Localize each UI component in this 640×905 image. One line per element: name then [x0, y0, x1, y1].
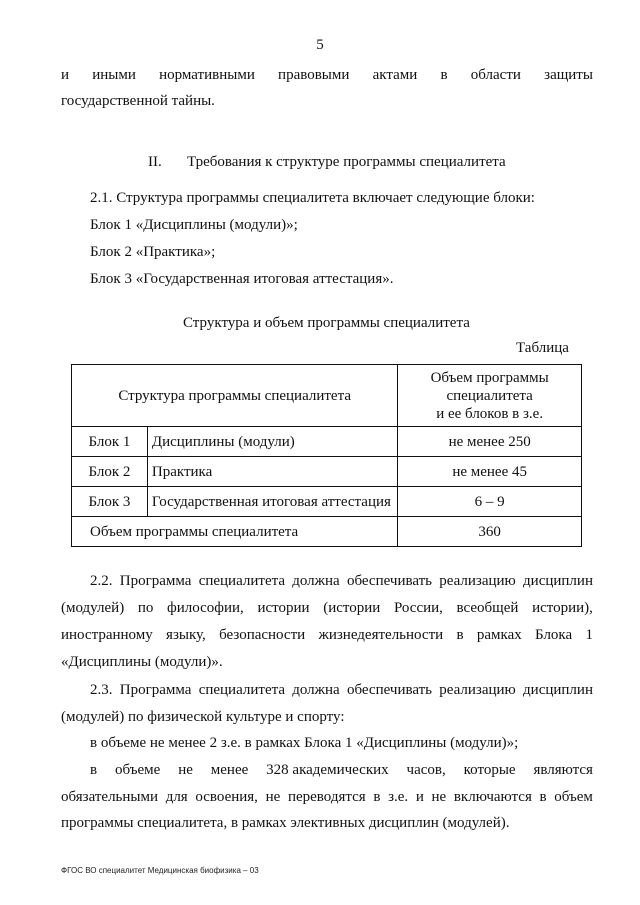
clause-2-2-line-3: [61, 626, 593, 644]
word: которые: [463, 762, 516, 778]
clause-2-3-line-1: [90, 681, 593, 699]
word: 1: [585, 627, 593, 643]
word: в: [440, 67, 448, 83]
word: защиты: [544, 67, 593, 83]
word: з.е.: [388, 789, 409, 805]
word: истории: [257, 600, 310, 616]
header-volume-line-1: Объем программы: [430, 369, 549, 386]
word: Программа: [119, 573, 192, 589]
page-footer: ФГОС ВО специалитет Медицинская биофизика – 03: [61, 866, 259, 875]
word: области: [470, 67, 521, 83]
word: иностранному: [61, 627, 153, 643]
word: нормативными: [159, 67, 255, 83]
table-row: [72, 487, 582, 517]
block-item-2: Блок 2 «Практика»;: [90, 244, 216, 260]
table-caption: Структура и объем программы специалитета: [183, 315, 470, 331]
word: не: [431, 789, 447, 805]
row-volume: 6 – 9: [398, 487, 582, 517]
word: языку,: [166, 627, 206, 643]
total-label: Объем программы специалитета: [72, 517, 398, 547]
row-block: Блок 2: [72, 457, 148, 487]
word: России,: [393, 600, 443, 616]
word: 328 академических: [266, 762, 389, 778]
word: менее: [210, 762, 249, 778]
section-title: Требования к структуре программы специалитета: [187, 154, 506, 170]
word: обеспечивать: [346, 682, 433, 698]
row-block: Блок 1: [72, 427, 148, 457]
word: актами: [372, 67, 418, 83]
word: и: [61, 67, 70, 83]
word: реализацию: [439, 682, 516, 698]
word: для: [165, 789, 188, 805]
row-name: Практика: [147, 457, 397, 487]
row-volume: не менее 45: [398, 457, 582, 487]
word: объеме: [114, 762, 161, 778]
word: специалитета: [198, 682, 285, 698]
row-name: Дисциплины (модули): [147, 427, 397, 457]
header-structure: Структура программы специалитета: [72, 365, 398, 427]
word: освоения,: [195, 789, 258, 805]
word: специалитета: [198, 573, 285, 589]
clause-2-2-line-1: [90, 572, 593, 590]
clause-2-3-line-5: [61, 788, 593, 806]
word: должна: [292, 573, 340, 589]
word: в: [539, 789, 547, 805]
word: (истории: [323, 600, 381, 616]
clause-2-3-line-2: (модулей) по физической культуре и спорту:: [61, 709, 345, 725]
header-volume-line-2: специалитета: [446, 387, 533, 404]
word: по: [137, 600, 154, 616]
row-volume: не менее 250: [398, 427, 582, 457]
word: дисциплин: [523, 682, 593, 698]
word: иными: [92, 67, 136, 83]
row-block: Блок 3: [72, 487, 148, 517]
word: 2.3.: [90, 682, 113, 698]
word: философии,: [167, 600, 244, 616]
word: не: [178, 762, 193, 778]
clause-2-1-text: 2.1. Структура программы специалитета включает следующие блоки:: [90, 190, 535, 206]
clause-2-3-line-3: в объеме не менее 2 з.е. в рамках Блока 1 «Дисциплины (модули)»;: [90, 735, 519, 751]
word: дисциплин: [523, 573, 593, 589]
word: истории),: [532, 600, 593, 616]
word: всеобщей: [456, 600, 519, 616]
table-label: Таблица: [516, 340, 569, 356]
clause-2-3-line-4: [90, 761, 593, 779]
word: не: [265, 789, 281, 805]
page-number: 5: [316, 37, 324, 53]
table-row: [72, 427, 582, 457]
header-volume-line-3: и ее блоков в з.е.: [436, 405, 544, 422]
word: реализацию: [439, 573, 516, 589]
clause-2-2-line-2: [61, 599, 593, 617]
word: и: [415, 789, 424, 805]
word: обеспечивать: [346, 573, 433, 589]
word: рамках: [476, 627, 522, 643]
word: являются: [533, 762, 593, 778]
word: 2.2.: [90, 573, 113, 589]
clause-2-2-line-4: «Дисциплины (модули)».: [61, 654, 223, 670]
clause-2-3-line-6: программы специалитета, в рамках элективных дисциплин (модулей).: [61, 815, 510, 831]
word: переводятся: [287, 789, 366, 805]
word: обязательными: [61, 789, 159, 805]
row-name: Государственная итоговая аттестация: [147, 487, 397, 517]
table-header-row: [72, 365, 582, 427]
structure-table: [71, 364, 582, 547]
word: часов,: [406, 762, 446, 778]
word: объем: [554, 789, 593, 805]
word: в: [456, 627, 464, 643]
word: Блока: [535, 627, 573, 643]
table-row: [72, 457, 582, 487]
word: жизнедеятельности: [318, 627, 444, 643]
block-item-1: Блок 1 «Дисциплины (модули)»;: [90, 217, 298, 233]
intro-line-2: государственной тайны.: [61, 93, 215, 109]
header-volume: [398, 365, 582, 427]
section-numeral: II.: [148, 154, 162, 170]
word: должна: [292, 682, 340, 698]
word: правовыми: [278, 67, 350, 83]
block-item-3: Блок 3 «Государственная итоговая аттестация».: [90, 271, 394, 287]
word: в: [373, 789, 381, 805]
word: безопасности: [219, 627, 306, 643]
table-total-row: [72, 517, 582, 547]
word: Программа: [119, 682, 192, 698]
word: (модулей): [61, 600, 125, 616]
total-value: 360: [398, 517, 582, 547]
intro-line-1: [61, 66, 593, 84]
word: в: [90, 762, 98, 778]
word: включаются: [453, 789, 532, 805]
